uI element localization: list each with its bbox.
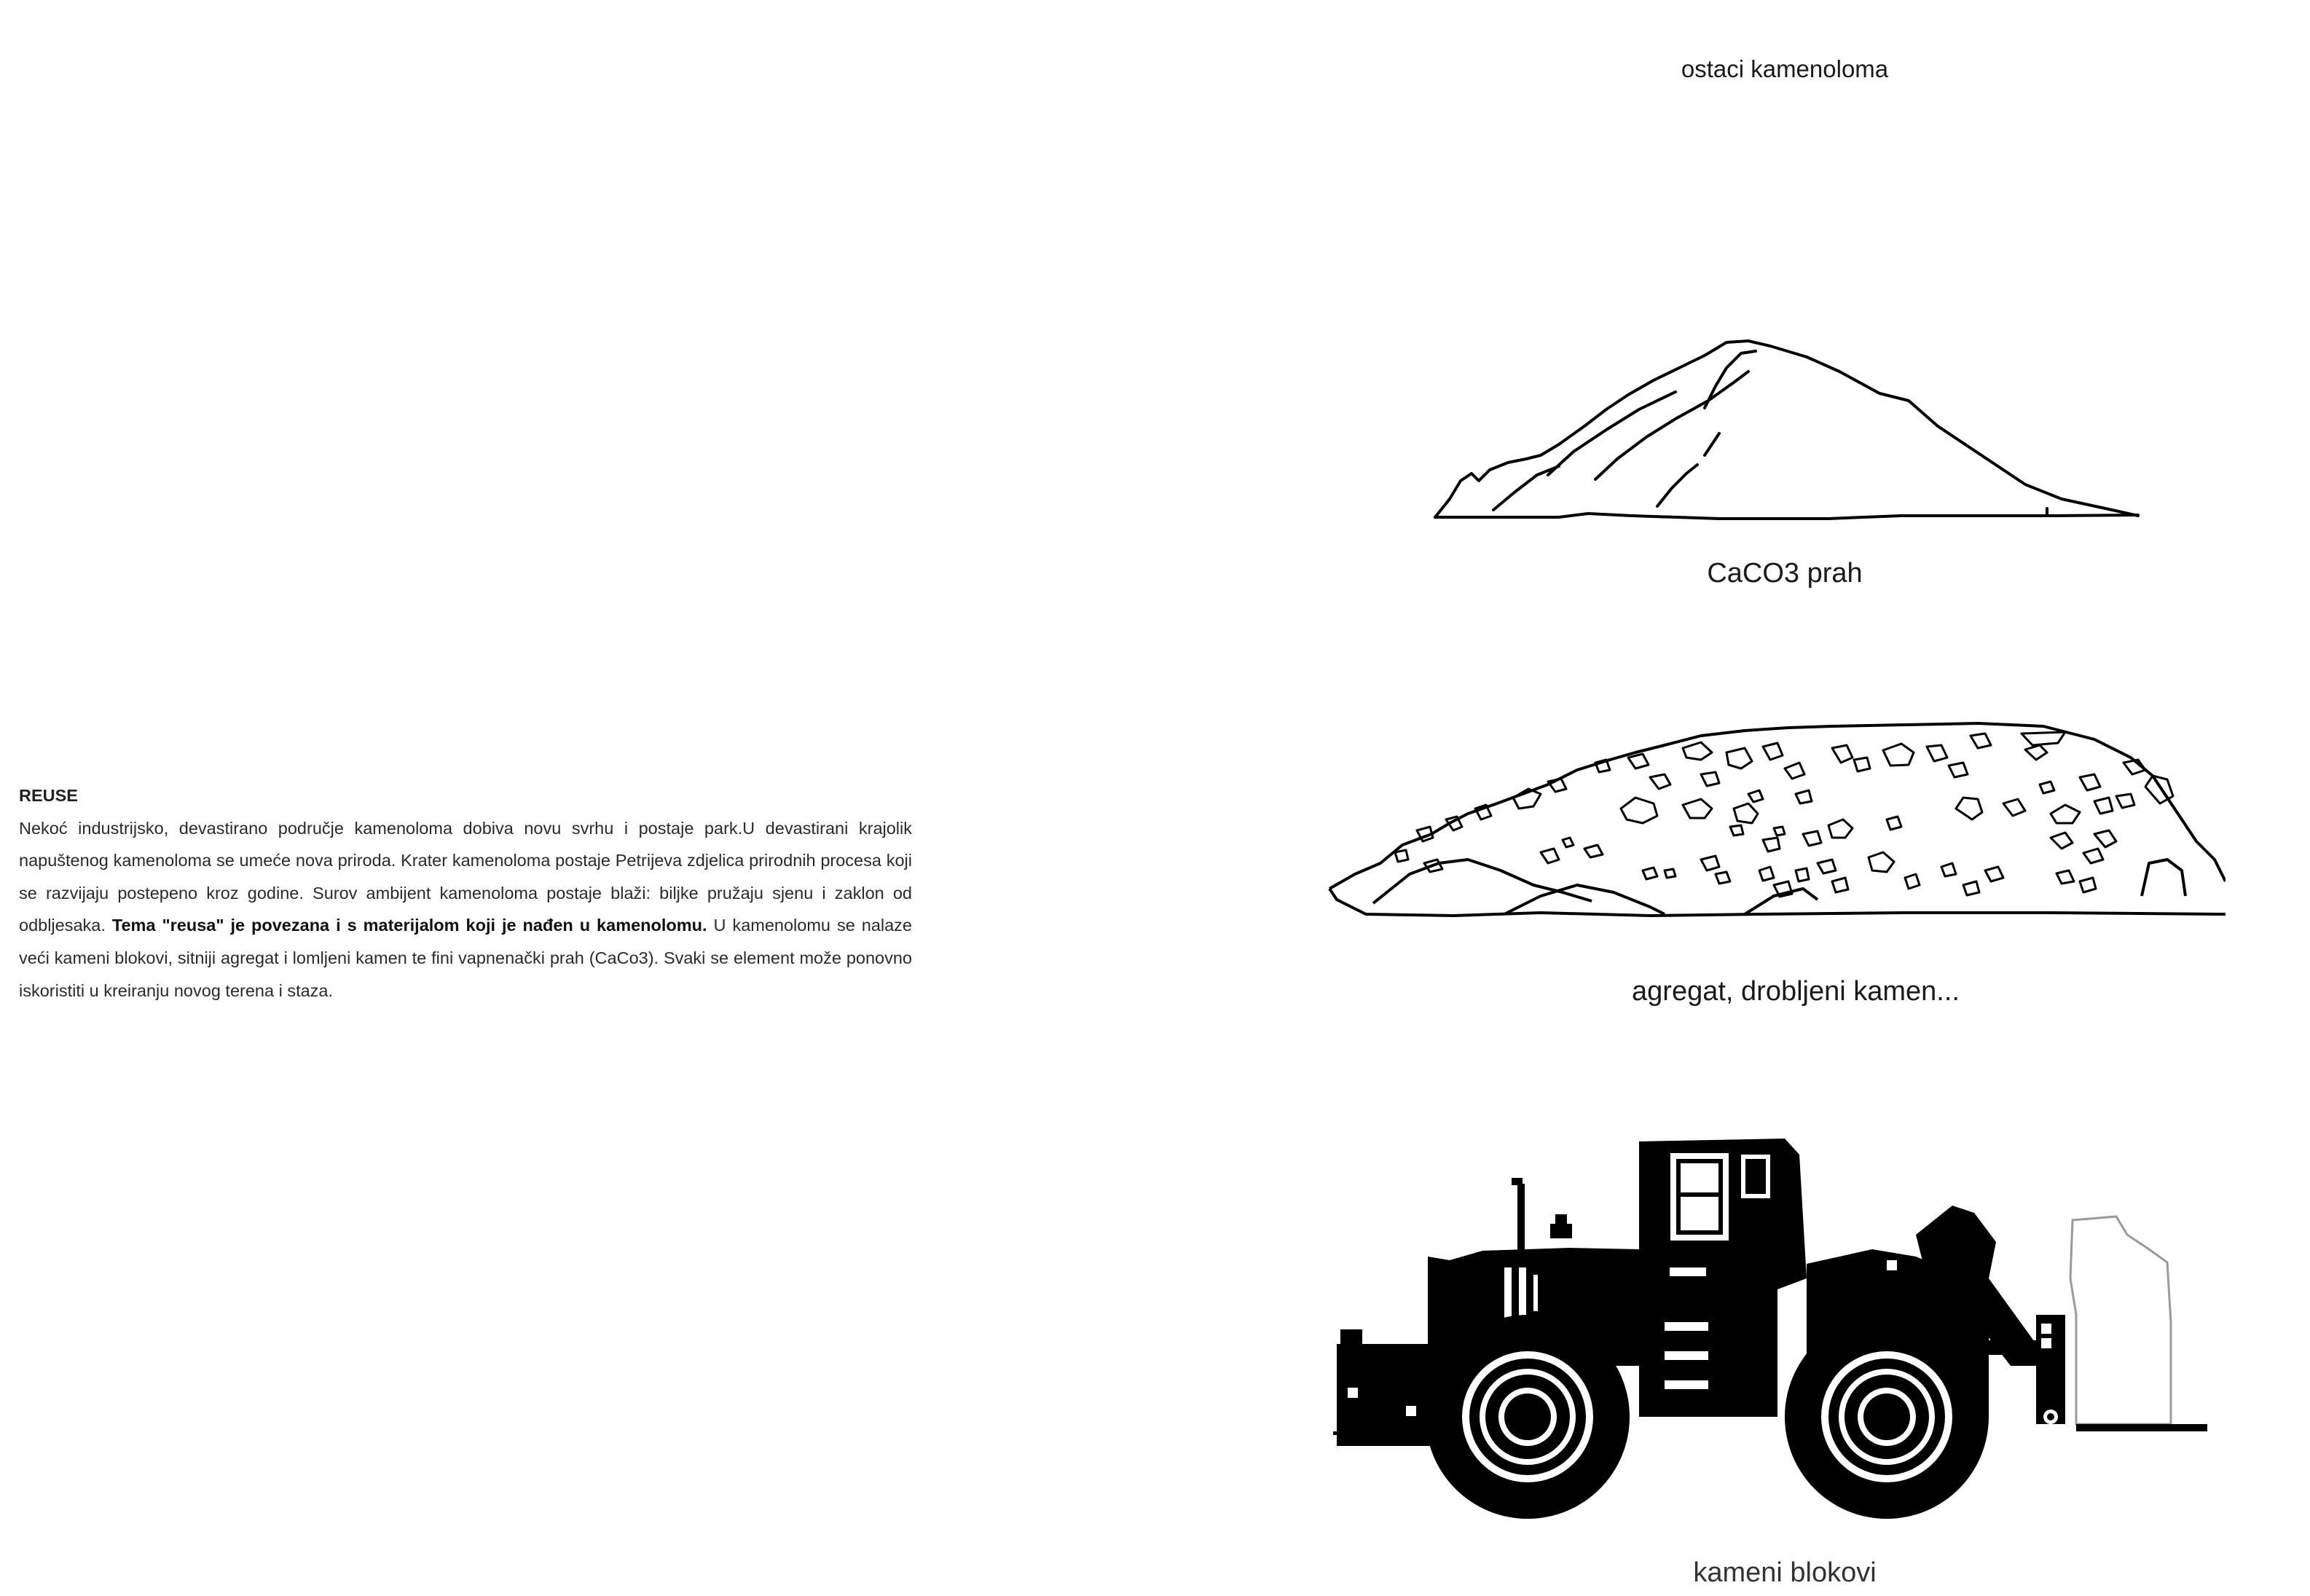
aggregate-pile-illustration [1322, 718, 2225, 921]
reuse-paragraph [19, 812, 912, 1007]
reuse-heading: REUSE [19, 786, 78, 805]
caption-stone-blocks: kameni blokovi [1693, 1557, 1877, 1588]
reuse-paragraph-part2: U kamenolomu se nalaze veći kameni blokovi, sitniji agregat i lomljeni kamen te fini vapnenački prah (CaCo3). Svaki se element može ponovno iskoristiti u kreiranju novog terena i staza. [19, 916, 913, 1000]
rear-wheel [1426, 1315, 1630, 1519]
reuse-text-block [19, 779, 912, 1007]
powder-pile-illustration [1428, 328, 2142, 532]
reuse-paragraph-bold: Tema "reusa" je povezana i s materijalom koji je nađen u kamenolomu. [111, 916, 707, 935]
caption-powder: CaCO3 prah [1707, 558, 1863, 589]
front-wheel [1785, 1315, 1989, 1519]
caption-aggregate: agregat, drobljeni kamen... [1632, 976, 1960, 1007]
wheel-loader-illustration [1333, 1133, 2225, 1526]
reuse-paragraph-part1: Nekoć industrijsko, devastirano područje kamenoloma dobiva novu svrhu i postaje park.U devastirani krajolik napuštenog kamenoloma se umeće nova priroda. Krater kamenoloma postaje Petrijeva zdjelica prirodnih procesa koji se razvijaju postepeno kroz godine. Surov ambijent kamenoloma postaje blaži: biljke pružaju sjenu i zaklon od odbljesaka. [19, 818, 912, 935]
caption-quarry-remains: ostaci kamenoloma [1681, 55, 1889, 82]
